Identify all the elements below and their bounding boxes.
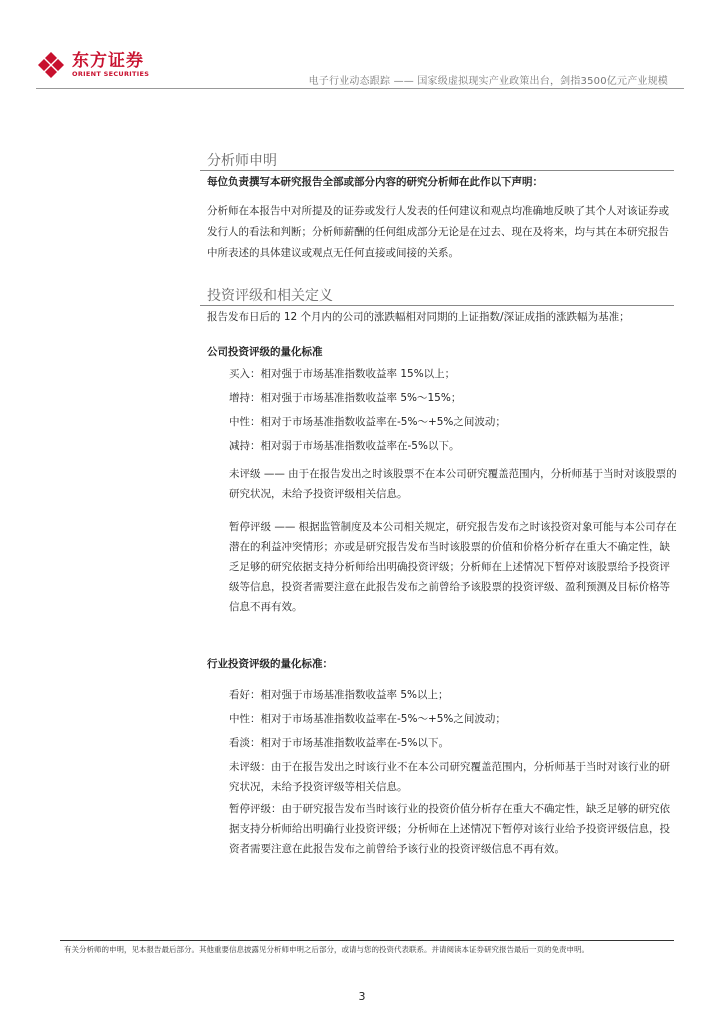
analyst-body: 分析师在本报告中对所提及的证券或发行人发表的任何建议和观点均准确地反映了其个人对该证券或发行人的看法和判断；分析师薪酬的任何组成部分无论是在过去、现在及将来，均与其在本研究报告中所表述的具体建议或观点无任何直接或间接的关系。: [207, 205, 669, 259]
orient-securities-logo-icon: [36, 50, 66, 80]
analyst-lead: 每位负责撰写本研究报告全部或部分内容的研究分析师在此作以下声明：: [207, 176, 543, 188]
logo-name-cn: 东方证券: [72, 50, 144, 71]
page-number: 3: [358, 990, 366, 1003]
footer-disclaimer: 有关分析师的申明，见本报告最后部分。其他重要信息披露见分析师申明之后部分，或请与您的投资代表联系。并请阅读本证券研究报告最后一页的免责申明。: [64, 945, 589, 954]
rating-intro: 报告发布日后的 12 个月内的公司的涨跌幅相对同期的上证指数/深证成指的涨跌幅为基准；: [207, 311, 630, 323]
company-rating-item: 中性：相对于市场基准指数收益率在-5%～+5%之间波动；: [229, 416, 506, 428]
report-header-title: 电子行业动态跟踪 —— 国家级虚拟现实产业政策出台，剑指3500亿元产业规模: [308, 76, 668, 87]
section-title-rating: 投资评级和相关定义: [207, 288, 333, 304]
company-unrated: 未评级 —— 由于在报告发出之时该股票不在本公司研究覆盖范围内，分析师基于当时对该股票的研究状况，未给予投资评级相关信息。: [229, 468, 677, 500]
industry-rating-item: 看淡：相对于市场基准指数收益率在-5%以下。: [229, 737, 449, 749]
company-rating-heading: 公司投资评级的量化标准: [207, 346, 323, 358]
footer-divider: [60, 940, 674, 941]
section-rule-rating: [200, 305, 674, 306]
section-title-analyst: 分析师申明: [207, 153, 277, 169]
company-rating-item: 减持：相对弱于市场基准指数收益率在-5%以下。: [229, 440, 460, 452]
company-logo: [36, 50, 149, 80]
industry-unrated: 未评级：由于在报告发出之时该行业不在本公司研究覆盖范围内，分析师基于当时对该行业的研究状况，未给予投资评级等相关信息。: [229, 761, 670, 793]
industry-rating-heading: 行业投资评级的量化标准：: [207, 658, 333, 670]
logo-name-en: ORIENT SECURITIES: [72, 69, 150, 78]
industry-rating-item: 中性：相对于市场基准指数收益率在-5%～+5%之间波动；: [229, 713, 506, 725]
company-rating-item: 增持：相对强于市场基准指数收益率 5%～15%；: [229, 392, 462, 404]
header-divider: [36, 88, 684, 89]
industry-suspended: 暂停评级：由于研究报告发布当时该行业的投资价值分析存在重大不确定性，缺乏足够的研究依据支持分析师给出明确行业投资评级；分析师在上述情况下暂停对该行业给予投资评级信息，投资者需要注意在此报告发布之前曾给予该行业的投资评级信息不再有效。: [229, 803, 670, 855]
company-rating-item: 买入：相对强于市场基准指数收益率 15%以上；: [229, 368, 456, 380]
section-rule-analyst: [200, 170, 674, 171]
company-suspended: 暂停评级 —— 根据监管制度及本公司相关规定，研究报告发布之时该投资对象可能与本公司存在潜在的利益冲突情形；亦或是研究报告发布当时该股票的价值和价格分析存在重大不确定性，缺乏足够的研究依据支持分析师给出明确投资评级；分析师在上述情况下暂停对该股票给予投资评级等信息，投资者需要注意在此报告发布之前曾给予该股票的投资评级、盈利预测及目标价格等信息不再有效。: [229, 521, 677, 613]
industry-rating-item: 看好：相对强于市场基准指数收益率 5%以上；: [229, 689, 449, 701]
